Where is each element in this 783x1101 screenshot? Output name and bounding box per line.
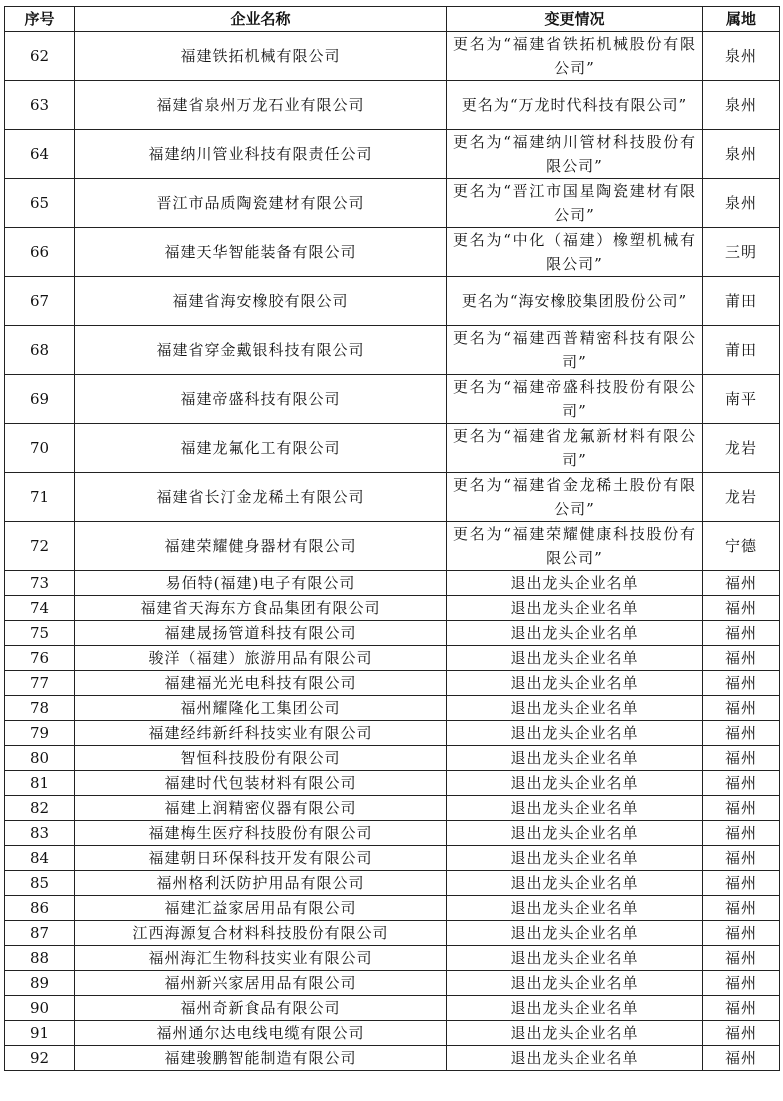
table-row — [5, 896, 780, 921]
company-name-cell: 福建朝日环保科技开发有限公司 — [75, 846, 447, 871]
table-row — [5, 746, 780, 771]
seq-cell: 74 — [5, 596, 75, 621]
change-cell: 更名为“福建帝盛科技股份有限公司” — [447, 375, 703, 424]
table-row — [5, 921, 780, 946]
seq-cell: 66 — [5, 228, 75, 277]
change-cell: 更名为“福建省铁拓机械股份有限公司” — [447, 32, 703, 81]
seq-cell: 78 — [5, 696, 75, 721]
table-row — [5, 473, 780, 522]
seq-cell: 89 — [5, 971, 75, 996]
company-name-cell: 福建铁拓机械有限公司 — [75, 32, 447, 81]
change-cell: 退出龙头企业名单 — [447, 996, 703, 1021]
header-seq: 序号 — [5, 7, 75, 32]
table-row — [5, 671, 780, 696]
change-cell: 退出龙头企业名单 — [447, 921, 703, 946]
company-name-cell: 江西海源复合材料科技股份有限公司 — [75, 921, 447, 946]
seq-cell: 64 — [5, 130, 75, 179]
table-row — [5, 771, 780, 796]
header-change: 变更情况 — [447, 7, 703, 32]
table-body — [5, 32, 780, 1071]
region-cell: 福州 — [703, 721, 780, 746]
change-cell: 退出龙头企业名单 — [447, 871, 703, 896]
region-cell: 福州 — [703, 746, 780, 771]
table-row — [5, 375, 780, 424]
seq-cell: 83 — [5, 821, 75, 846]
table-row — [5, 130, 780, 179]
seq-cell: 73 — [5, 571, 75, 596]
region-cell: 福州 — [703, 696, 780, 721]
region-cell: 泉州 — [703, 32, 780, 81]
table-row — [5, 696, 780, 721]
company-name-cell: 福州海汇生物科技实业有限公司 — [75, 946, 447, 971]
table-row — [5, 796, 780, 821]
region-cell: 福州 — [703, 571, 780, 596]
seq-cell: 68 — [5, 326, 75, 375]
table-row — [5, 646, 780, 671]
change-cell: 退出龙头企业名单 — [447, 646, 703, 671]
table-row — [5, 424, 780, 473]
region-cell: 福州 — [703, 646, 780, 671]
region-cell: 龙岩 — [703, 473, 780, 522]
change-cell: 退出龙头企业名单 — [447, 796, 703, 821]
seq-cell: 86 — [5, 896, 75, 921]
seq-cell: 92 — [5, 1046, 75, 1071]
region-cell: 福州 — [703, 846, 780, 871]
table-row — [5, 1021, 780, 1046]
seq-cell: 81 — [5, 771, 75, 796]
company-name-cell: 福建省长汀金龙稀土有限公司 — [75, 473, 447, 522]
seq-cell: 90 — [5, 996, 75, 1021]
table-row — [5, 228, 780, 277]
table-row — [5, 32, 780, 81]
table-row — [5, 326, 780, 375]
change-cell: 退出龙头企业名单 — [447, 696, 703, 721]
region-cell: 泉州 — [703, 179, 780, 228]
company-name-cell: 福州奇新食品有限公司 — [75, 996, 447, 1021]
header-company-name: 企业名称 — [75, 7, 447, 32]
seq-cell: 91 — [5, 1021, 75, 1046]
change-cell: 退出龙头企业名单 — [447, 946, 703, 971]
region-cell: 泉州 — [703, 130, 780, 179]
region-cell: 福州 — [703, 921, 780, 946]
region-cell: 福州 — [703, 1021, 780, 1046]
change-cell: 退出龙头企业名单 — [447, 671, 703, 696]
region-cell: 福州 — [703, 996, 780, 1021]
change-cell: 更名为“福建纳川管材科技股份有限公司” — [447, 130, 703, 179]
company-name-cell: 福建晟扬管道科技有限公司 — [75, 621, 447, 646]
company-name-cell: 福建帝盛科技有限公司 — [75, 375, 447, 424]
company-name-cell: 福建荣耀健身器材有限公司 — [75, 522, 447, 571]
table-row — [5, 996, 780, 1021]
change-cell: 退出龙头企业名单 — [447, 971, 703, 996]
region-cell: 南平 — [703, 375, 780, 424]
company-name-cell: 福建省天海东方食品集团有限公司 — [75, 596, 447, 621]
change-cell: 更名为“福建荣耀健康科技股份有限公司” — [447, 522, 703, 571]
change-cell: 退出龙头企业名单 — [447, 821, 703, 846]
region-cell: 福州 — [703, 1046, 780, 1071]
table-row — [5, 596, 780, 621]
region-cell: 泉州 — [703, 81, 780, 130]
table-row — [5, 871, 780, 896]
change-cell: 更名为“福建省金龙稀土股份有限公司” — [447, 473, 703, 522]
seq-cell: 87 — [5, 921, 75, 946]
table-row — [5, 522, 780, 571]
table-row — [5, 621, 780, 646]
table-row — [5, 971, 780, 996]
region-cell: 福州 — [703, 596, 780, 621]
company-name-cell: 骏洋（福建）旅游用品有限公司 — [75, 646, 447, 671]
company-name-cell: 福建天华智能装备有限公司 — [75, 228, 447, 277]
table-row — [5, 571, 780, 596]
company-name-cell: 福州耀隆化工集团公司 — [75, 696, 447, 721]
region-cell: 福州 — [703, 796, 780, 821]
change-cell: 退出龙头企业名单 — [447, 621, 703, 646]
company-name-cell: 福州格利沃防护用品有限公司 — [75, 871, 447, 896]
company-name-cell: 福建梅生医疗科技股份有限公司 — [75, 821, 447, 846]
company-name-cell: 福建省海安橡胶有限公司 — [75, 277, 447, 326]
seq-cell: 80 — [5, 746, 75, 771]
change-cell: 退出龙头企业名单 — [447, 571, 703, 596]
seq-cell: 76 — [5, 646, 75, 671]
company-name-cell: 福建龙氟化工有限公司 — [75, 424, 447, 473]
company-name-cell: 福建省穿金戴银科技有限公司 — [75, 326, 447, 375]
company-name-cell: 福州通尔达电线电缆有限公司 — [75, 1021, 447, 1046]
change-cell: 更名为“福建省龙氟新材料有限公司” — [447, 424, 703, 473]
company-name-cell: 福州新兴家居用品有限公司 — [75, 971, 447, 996]
region-cell: 莆田 — [703, 277, 780, 326]
change-cell: 退出龙头企业名单 — [447, 771, 703, 796]
seq-cell: 82 — [5, 796, 75, 821]
change-cell: 退出龙头企业名单 — [447, 846, 703, 871]
seq-cell: 85 — [5, 871, 75, 896]
change-cell: 退出龙头企业名单 — [447, 1046, 703, 1071]
seq-cell: 62 — [5, 32, 75, 81]
table-row — [5, 1046, 780, 1071]
region-cell: 福州 — [703, 896, 780, 921]
change-cell: 退出龙头企业名单 — [447, 896, 703, 921]
seq-cell: 67 — [5, 277, 75, 326]
region-cell: 福州 — [703, 771, 780, 796]
change-cell: 更名为“万龙时代科技有限公司” — [447, 81, 703, 130]
table-row — [5, 946, 780, 971]
change-cell: 更名为“海安橡胶集团股份公司” — [447, 277, 703, 326]
region-cell: 福州 — [703, 821, 780, 846]
change-cell: 更名为“中化（福建）橡塑机械有限公司” — [447, 228, 703, 277]
region-cell: 福州 — [703, 671, 780, 696]
seq-cell: 70 — [5, 424, 75, 473]
region-cell: 三明 — [703, 228, 780, 277]
seq-cell: 88 — [5, 946, 75, 971]
table-row — [5, 846, 780, 871]
company-name-cell: 福建纳川管业科技有限责任公司 — [75, 130, 447, 179]
change-cell: 更名为“晋江市国星陶瓷建材有限公司” — [447, 179, 703, 228]
region-cell: 莆田 — [703, 326, 780, 375]
company-name-cell: 福建省泉州万龙石业有限公司 — [75, 81, 447, 130]
seq-cell: 75 — [5, 621, 75, 646]
seq-cell: 72 — [5, 522, 75, 571]
company-change-table-container — [4, 6, 779, 1071]
table-row — [5, 821, 780, 846]
company-name-cell: 福建汇益家居用品有限公司 — [75, 896, 447, 921]
header-region: 属地 — [703, 7, 780, 32]
table-row — [5, 721, 780, 746]
change-cell: 退出龙头企业名单 — [447, 721, 703, 746]
region-cell: 宁德 — [703, 522, 780, 571]
table-row — [5, 179, 780, 228]
table-header-row — [5, 7, 780, 32]
company-name-cell: 福建骏鹏智能制造有限公司 — [75, 1046, 447, 1071]
change-cell: 退出龙头企业名单 — [447, 596, 703, 621]
seq-cell: 71 — [5, 473, 75, 522]
seq-cell: 79 — [5, 721, 75, 746]
company-name-cell: 智恒科技股份有限公司 — [75, 746, 447, 771]
seq-cell: 69 — [5, 375, 75, 424]
company-name-cell: 福建上润精密仪器有限公司 — [75, 796, 447, 821]
seq-cell: 77 — [5, 671, 75, 696]
table-row — [5, 81, 780, 130]
company-change-table — [4, 6, 780, 1071]
seq-cell: 65 — [5, 179, 75, 228]
region-cell: 福州 — [703, 621, 780, 646]
table-row — [5, 277, 780, 326]
company-name-cell: 福建时代包装材料有限公司 — [75, 771, 447, 796]
company-name-cell: 福建福光光电科技有限公司 — [75, 671, 447, 696]
company-name-cell: 易佰特(福建)电子有限公司 — [75, 571, 447, 596]
change-cell: 更名为“福建西普精密科技有限公司” — [447, 326, 703, 375]
change-cell: 退出龙头企业名单 — [447, 746, 703, 771]
region-cell: 福州 — [703, 946, 780, 971]
seq-cell: 63 — [5, 81, 75, 130]
region-cell: 龙岩 — [703, 424, 780, 473]
company-name-cell: 福建经纬新纤科技实业有限公司 — [75, 721, 447, 746]
region-cell: 福州 — [703, 971, 780, 996]
region-cell: 福州 — [703, 871, 780, 896]
seq-cell: 84 — [5, 846, 75, 871]
change-cell: 退出龙头企业名单 — [447, 1021, 703, 1046]
company-name-cell: 晋江市品质陶瓷建材有限公司 — [75, 179, 447, 228]
